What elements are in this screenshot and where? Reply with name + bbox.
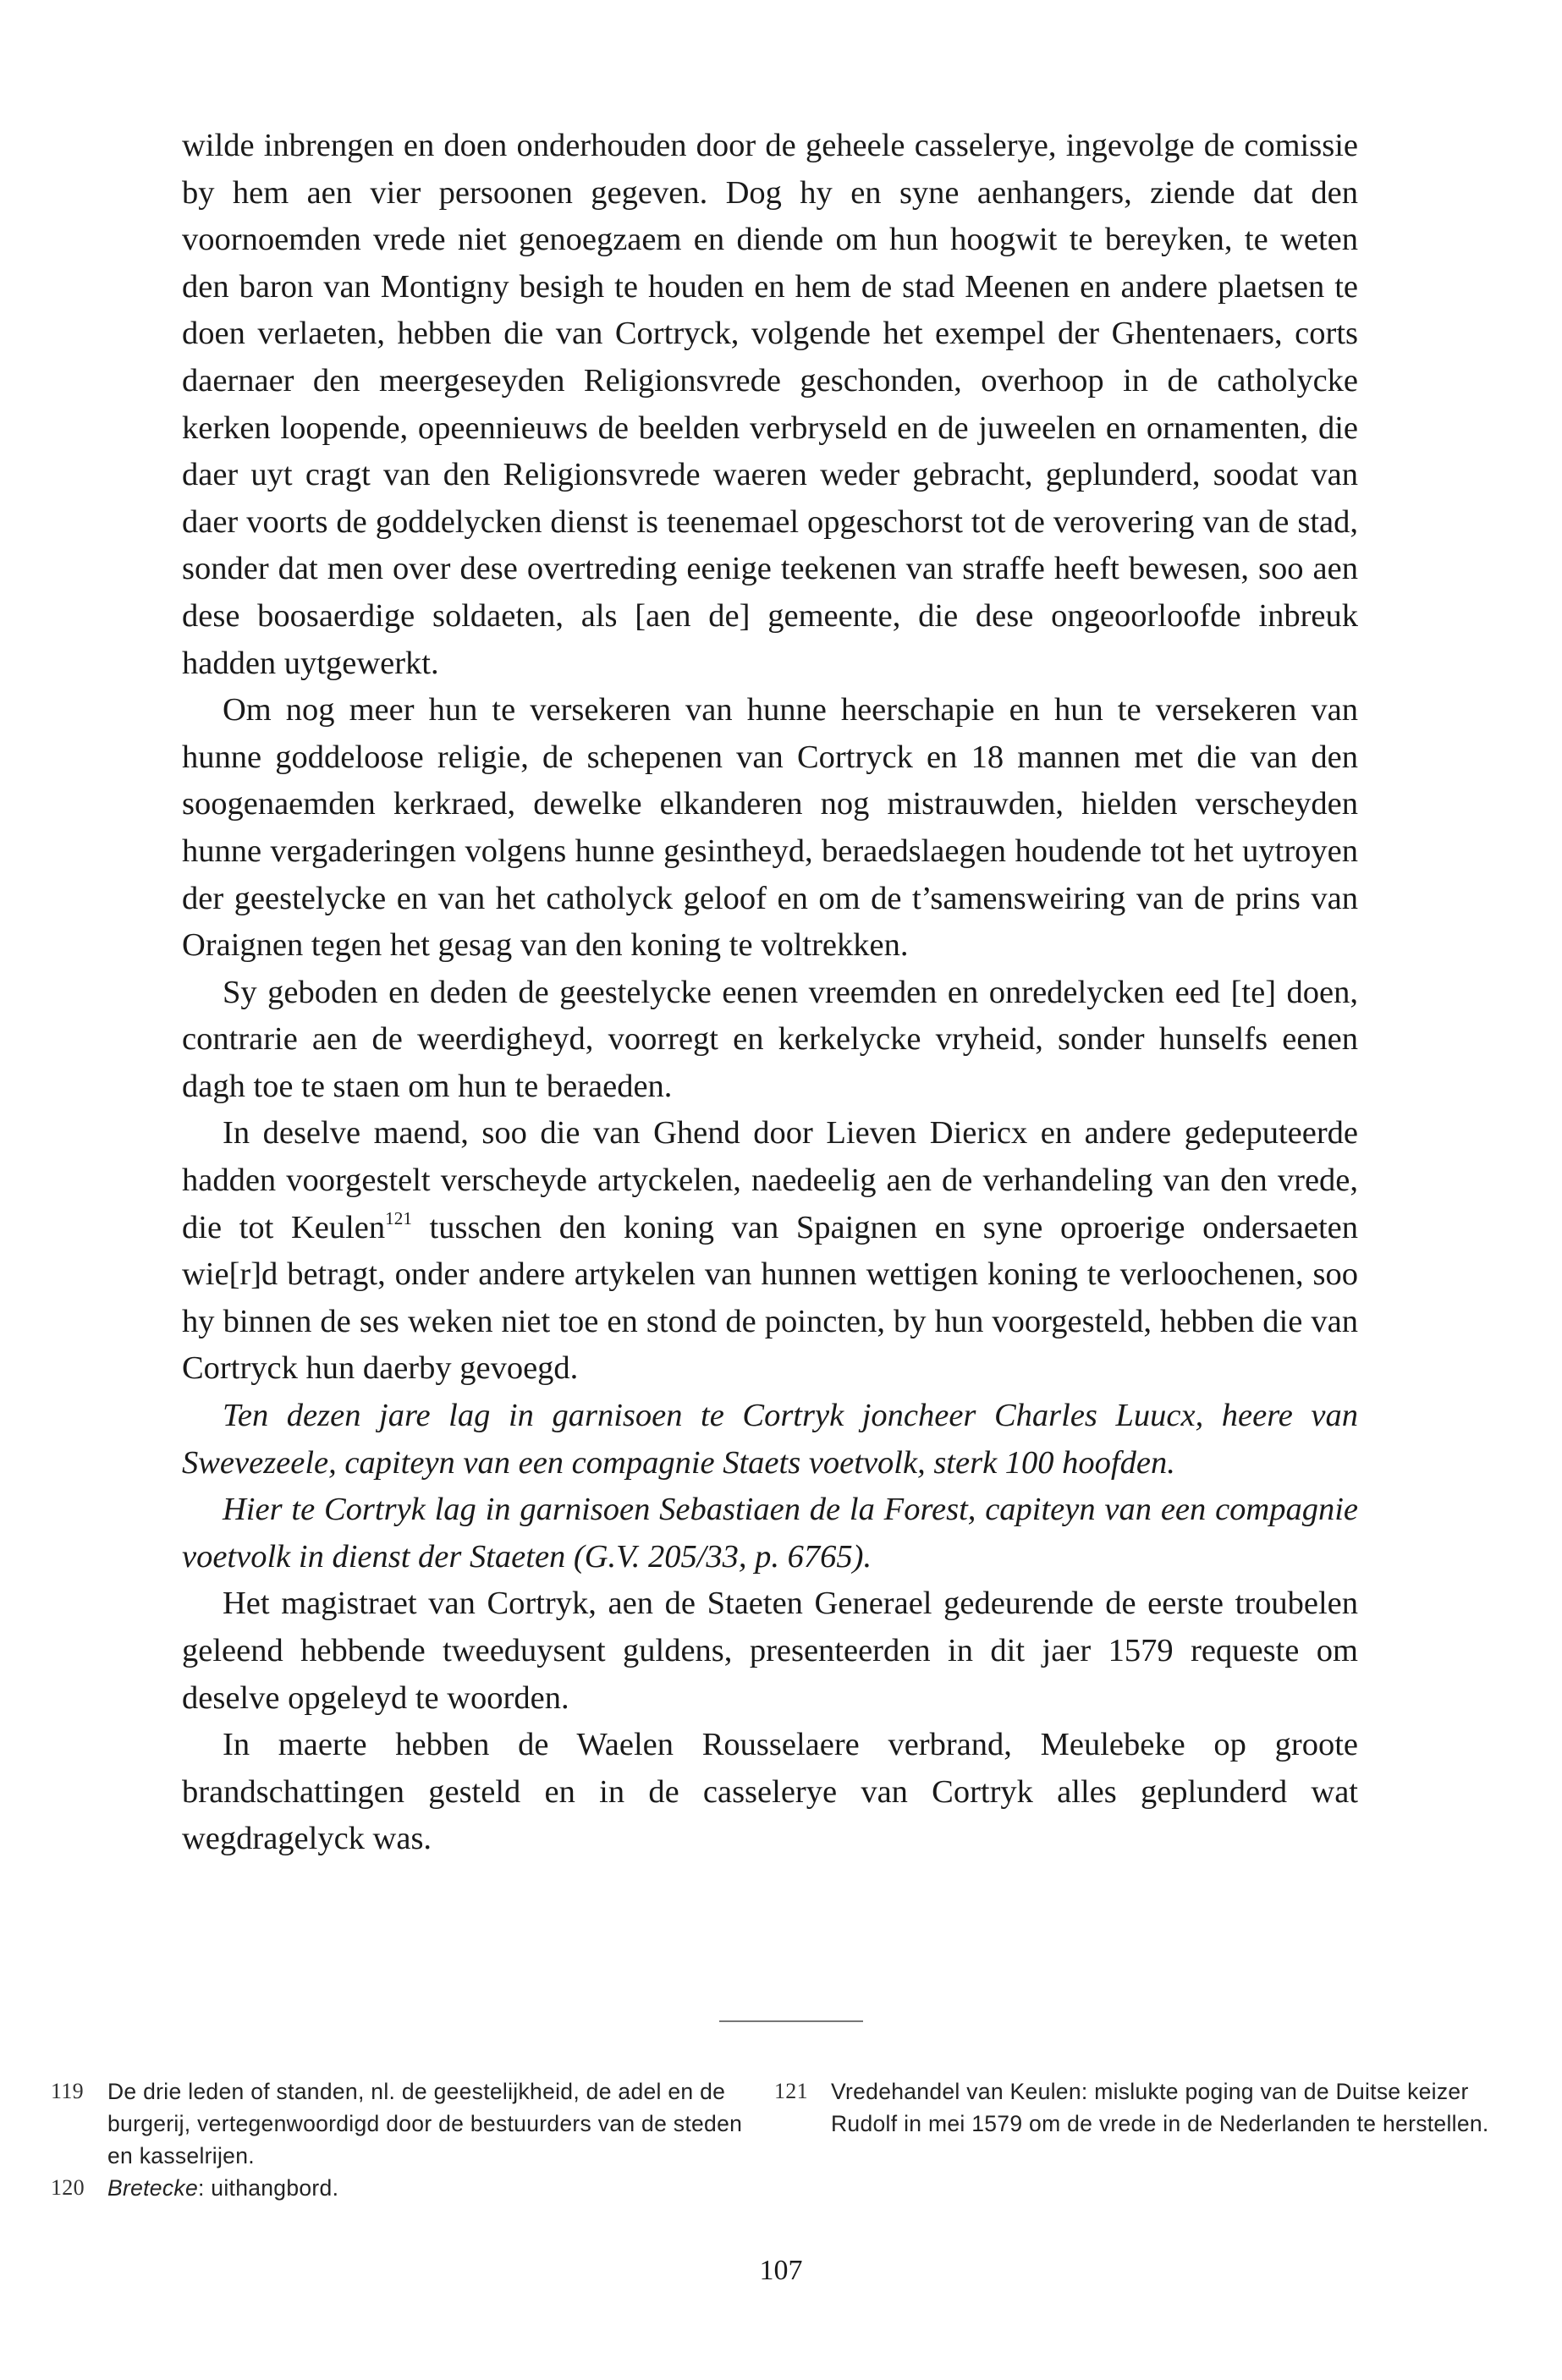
page-number: 107 bbox=[759, 2255, 803, 2286]
paragraph-4 bbox=[182, 1110, 1358, 1393]
paragraph-7: Het magistraet van Cortryk, aen de Staeten Generael gedeurende de eerste troubelen geleend hebbende tweeduysent guldens, presenteerden in dit jaer 1579 requeste om deselve opgeleyd te woorden. bbox=[182, 1586, 1358, 1716]
footnote-term: Bretecke bbox=[107, 2175, 198, 2201]
footnote-121 bbox=[774, 2075, 1519, 2140]
paragraph-2: Om nog meer hun te versekeren van hunne heerschapie en hun te versekeren van hunne goddeloose religie, de schepenen van Cortryck en 18 mannen met die van den soogenaemden kerkraed, dewelke elkanderen nog mistrauwden, hielden verscheyden hunne vergaderingen volgens hunne gesintheyd, beraedslaegen houdende tot het uytroyen der geestelycke en van het catholyck geloof en om de t’samensweiring van de prins van Oraignen tegen het gesag van den koning te voltrekken. bbox=[182, 692, 1358, 964]
footnote-divider bbox=[719, 2020, 863, 2022]
paragraph-5: Ten dezen jare lag in garnisoen te Cortryk joncheer Charles Luucx, heere van Swevezeele, capiteyn van een compagnie Staets voetvolk, sterk 100 hoofden. bbox=[182, 1398, 1358, 1481]
footnotes-right-column bbox=[774, 2075, 1519, 2140]
paragraph-1: wilde inbrengen en doen onderhouden door de geheele casselerye, ingevolge de comissie by hem aen vier persoonen gegeven. Dog hy en syne aenhangers, ziende dat den voornoemden vrede niet genoegzaem en diende om hun hoogwit te bereyken, te weten den baron van Montigny besigh te houden en hem de stad Meenen en andere plaetsen te doen verlaeten, hebben die van Cortryck, volgende het exempel der Ghentenaers, corts daernaer den meergeseyden Religionsvrede geschonden, overhoop in de catholycke kerken loopende, opeennieuws de beelden verbryseld en de juweelen en ornamenten, die daer uyt cragt van den Religionsvrede waeren weder gebracht, geplunderd, soodat van daer voorts de goddelycken dienst is teenemael opgeschorst tot de verovering van de stad, sonder dat men over dese overtreding eenige teekenen van straffe heeft bewesen, soo aen dese boosaerdige soldaeten, als [aen de] gemeente, die dese ongeoorloofde inbreuk hadden uytgewerkt. bbox=[182, 128, 1358, 681]
footnote-text: : uithangbord. bbox=[197, 2175, 339, 2201]
paragraph-4-text-b: tusschen den koning van Spaignen en syne oproerige ondersaeten wie[r]d betragt, onder andere artykelen van hunnen wettigen koning te verloochenen, soo hy binnen de ses weken niet toe en stond de poincten, by hun voorgesteld, hebben die van Cortryck hun daerby gevoegd. bbox=[182, 1209, 1358, 1387]
footnotes-left-column bbox=[51, 2075, 762, 2204]
paragraph-8: In maerte hebben de Waelen Rousselaere verbrand, Meulebeke op groote brandschattingen gesteld en in de casselerye van Cortryk alles geplunderd wat wegdragelyck was. bbox=[182, 1727, 1358, 1857]
paragraph-4-text-a: In deselve maend, soo die van Ghend door Lieven Diericx en andere gedeputeerde hadden voorgestelt verscheyde artyckelen, naedeelig aen de verhandeling van den vrede, die tot Keulen bbox=[182, 1115, 1358, 1245]
paragraph-6: Hier te Cortryk lag in garnisoen Sebastiaen de la Forest, capiteyn van een compagnie voetvolk in dienst der Staeten (G.V. 205/33, p. 6765). bbox=[182, 1492, 1358, 1575]
footnote-ref-121[interactable]: 121 bbox=[385, 1207, 412, 1228]
footnote-number: 120 bbox=[51, 2175, 85, 2200]
paragraph-3: Sy geboden en deden de geestelycke eenen vreemden en onredelycken eed [te] doen, contrarie aen de weerdigheyd, voorregt en kerkelycke vryheid, sonder hunselfs eenen dagh toe te staen om hun te beraeden. bbox=[182, 974, 1358, 1104]
footnote-119 bbox=[51, 2075, 762, 2172]
footnote-number: 121 bbox=[774, 2079, 808, 2103]
footnote-120 bbox=[51, 2172, 762, 2204]
footnote-text: De drie leden of standen, nl. de geestelijkheid, de adel en de burgerij, vertegenwoordigd door de bestuurders van de steden en kasselrijen. bbox=[107, 2079, 743, 2168]
footnote-text: Vredehandel van Keulen: mislukte poging van de Duitse keizer Rudolf in mei 1579 om de vrede in de Nederlanden te herstellen. bbox=[831, 2079, 1489, 2136]
main-text bbox=[182, 123, 1358, 1863]
footnote-number: 119 bbox=[51, 2079, 84, 2103]
